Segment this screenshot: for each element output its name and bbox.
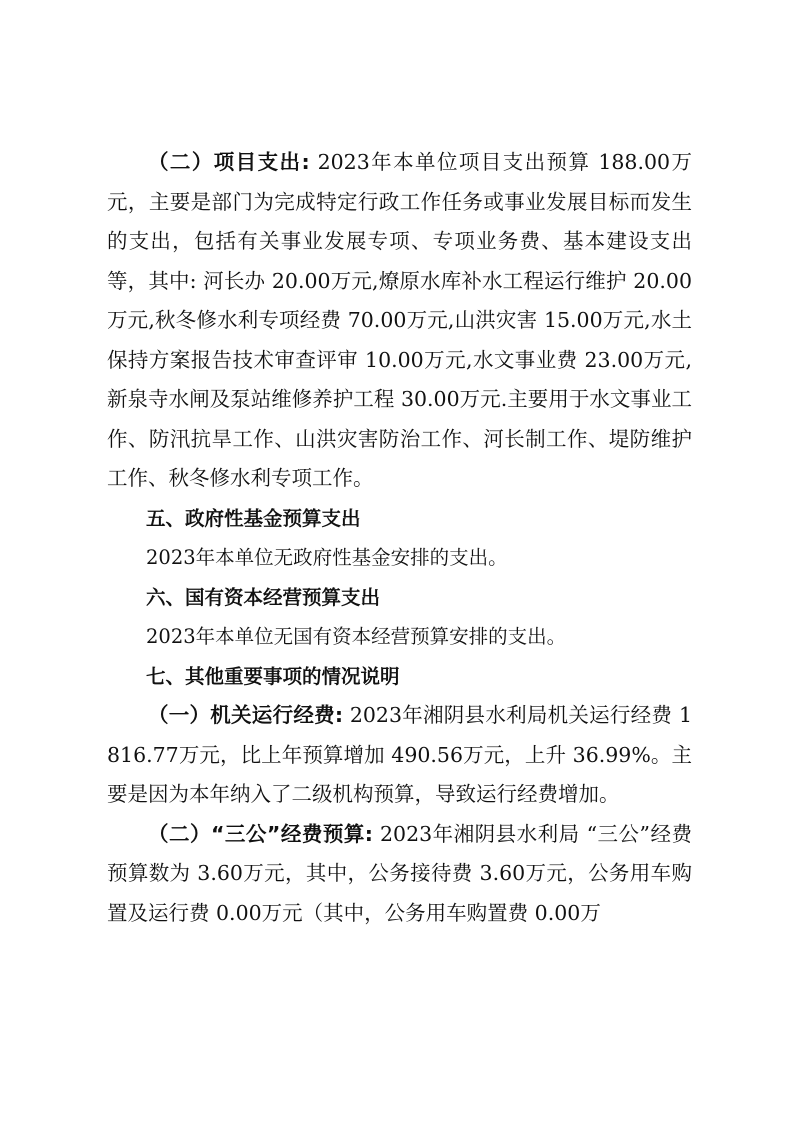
paragraph-lead: （二）“三公”经费预算: [148,821,374,846]
section-heading-5: 五、政府性基金预算支出 [146,506,361,530]
government-fund-paragraph: 2023年本单位无政府性基金安排的支出。 [146,546,508,569]
paragraph-lead: （二）项目支出: [148,150,310,174]
state-capital-paragraph: 2023年本单位无国有资本经营预算安排的支出。 [146,625,567,648]
section-heading-6: 六、国有资本经营预算支出 [146,585,381,609]
paragraph-body: 2023年本单位项目支出预算 188.00万元，主要是部门为完成特定行政工作任务或事业发展目标而发生的支出，包括有关事业发展专项、专项业务费、基本建设支出等，其中: 河长办 20.00万元,燎原水库补水工程运行维护 20.00万元,秋冬修水利专项经费 70.00万元,山洪灾害 15.00万元,水土保持方案报告技术审查评审 10.00万元,水文事业费 23.00万元,新泉寺水闸及泵站维修养护工程 30.00万元.主要用于水文事业工作、防汛抗旱工作、山洪灾害防治工作、河长制工作、堤防维护工作、秋冬修水利专项工作。 [107,150,692,490]
document-body [107,143,692,933]
three-public-expense-paragraph [107,815,692,934]
operating-expense-paragraph [107,696,692,815]
paragraph-body: 2023年湘阴县水利局 “三公”经费预算数为 3.60万元，其中，公务接待费 3.60万元，公务用车购置及运行费 0.00万元（其中，公务用车购置费 0.00万 [107,821,692,925]
section-heading-7: 七、其他重要事项的情况说明 [146,664,400,688]
paragraph-lead: （一）机关运行经费: [148,703,344,727]
project-expenditure-paragraph [107,143,692,499]
paragraph-body: 2023年湘阴县水利局机关运行经费 1816.77万元，比上年预算增加 490.56万元，上升 36.99%。主要是因为本年纳入了二级机构预算，导致运行经费增加。 [107,703,692,806]
